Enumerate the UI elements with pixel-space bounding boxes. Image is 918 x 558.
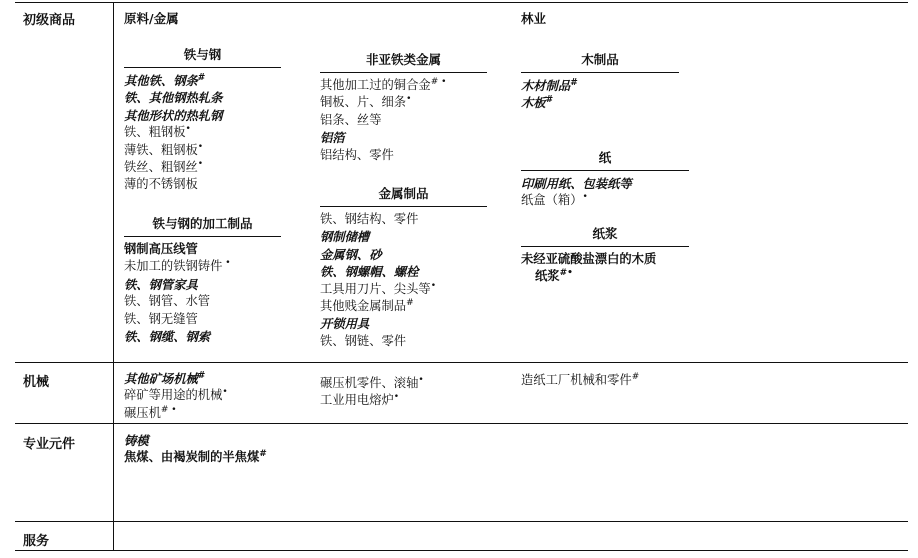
list-item: 铁、钢管、水管 [124, 294, 211, 309]
list-item: 其他铁、钢条# [124, 72, 206, 88]
list-item: 碾压机# • [124, 404, 177, 420]
list-item: 铸模 [124, 433, 149, 448]
specialized-list [124, 432, 267, 467]
row-label-specialized: 专业元件 [23, 437, 76, 452]
section-iron-steel-products [124, 214, 281, 345]
column-head-forestry: 林业 [521, 11, 547, 26]
list-item: 印刷用纸、包装纸等 [521, 176, 632, 191]
list-item: 铁、钢链、零件 [320, 333, 407, 348]
list-item: 工具用刀片、尖头等• [320, 280, 436, 296]
section-nonferrous [320, 50, 487, 164]
list-item: 工业用电熔炉• [320, 392, 400, 408]
list-item: 铁、其他钢热轧条 [124, 90, 223, 106]
section-title: 纸 [521, 148, 689, 171]
row-divider-specialized [15, 423, 908, 424]
row-divider-machinery [15, 362, 908, 363]
list-item: 碾压机零件、滚轴• [320, 374, 424, 390]
machinery-list-forestry [521, 372, 639, 389]
section-title: 铁与钢 [124, 45, 281, 68]
machinery-list-metals [124, 370, 228, 422]
section-title: 铁与钢的加工制品 [124, 214, 281, 237]
section-wood [521, 50, 679, 112]
row-divider-services [15, 521, 908, 522]
list-item: 焦煤、由褐炭制的半焦煤# [124, 449, 267, 465]
section-title: 纸浆 [521, 224, 689, 247]
section-paper [521, 148, 689, 210]
list-item: 开锁用具 [320, 316, 370, 332]
list-item: 铝条、丝等 [320, 112, 382, 127]
list-item: 未加工的铁钢铸件 • [124, 258, 231, 274]
list-item: 铁、粗钢板• [124, 124, 191, 140]
list-item: 碎矿等用途的机械• [124, 387, 228, 403]
section-title: 非亚铁类金属 [320, 50, 487, 73]
list-item: 其他贱金属制品# [320, 297, 414, 314]
section-pulp [521, 224, 689, 286]
list-item: 木板# [521, 95, 554, 111]
list-item: 铁、钢无缝管 [124, 311, 198, 326]
list-item: 铁丝、粗钢丝• [124, 158, 204, 175]
list-item: 其他加工过的铜合金# • [320, 76, 447, 92]
list-item: 铁、钢螺帽、螺栓 [320, 264, 419, 280]
top-rule [15, 2, 908, 3]
list-item: 其他矿场机械# [124, 370, 206, 386]
section-iron-steel [124, 45, 281, 194]
list-item: 铁、钢缆、钢索 [124, 329, 211, 345]
list-item: 铝箔 [320, 130, 345, 146]
row-label-primary: 初级商品 [23, 13, 76, 28]
list-item: 铁、钢管家具 [124, 276, 198, 292]
machinery-list-metal-products [320, 375, 424, 410]
list-item: 薄铁、粗钢板• [124, 141, 204, 157]
row-label-machinery: 机械 [23, 375, 50, 390]
list-item: 薄的不锈钢板 [124, 177, 198, 192]
list-item: 造纸工厂机械和零件# [521, 371, 640, 387]
list-item: 钢制储槽 [320, 229, 370, 245]
list-item: 铁、钢结构、零件 [320, 212, 419, 226]
list-item: 钢制高压线管 [124, 242, 198, 256]
list-item: 金属钢、砂 [320, 246, 382, 262]
list-item: 铜板、片、细条• [320, 94, 412, 110]
list-item: 纸浆#• [535, 268, 573, 284]
list-item: 未经亚硫酸盐漂白的木质 [521, 252, 657, 266]
list-item: 纸盒（箱）• [521, 192, 588, 208]
section-title: 金属制品 [320, 184, 487, 207]
section-title: 木制品 [521, 50, 679, 73]
section-metal-products [320, 184, 487, 350]
column-head-raw-metals: 原料/金属 [124, 11, 179, 26]
label-column-rule [113, 2, 114, 551]
list-item: 木材制品# [521, 77, 578, 93]
list-item: 其他形状的热轧钢 [124, 107, 223, 123]
row-label-services: 服务 [23, 534, 50, 549]
bottom-rule [15, 550, 908, 551]
list-item: 铝结构、零件 [320, 147, 394, 162]
